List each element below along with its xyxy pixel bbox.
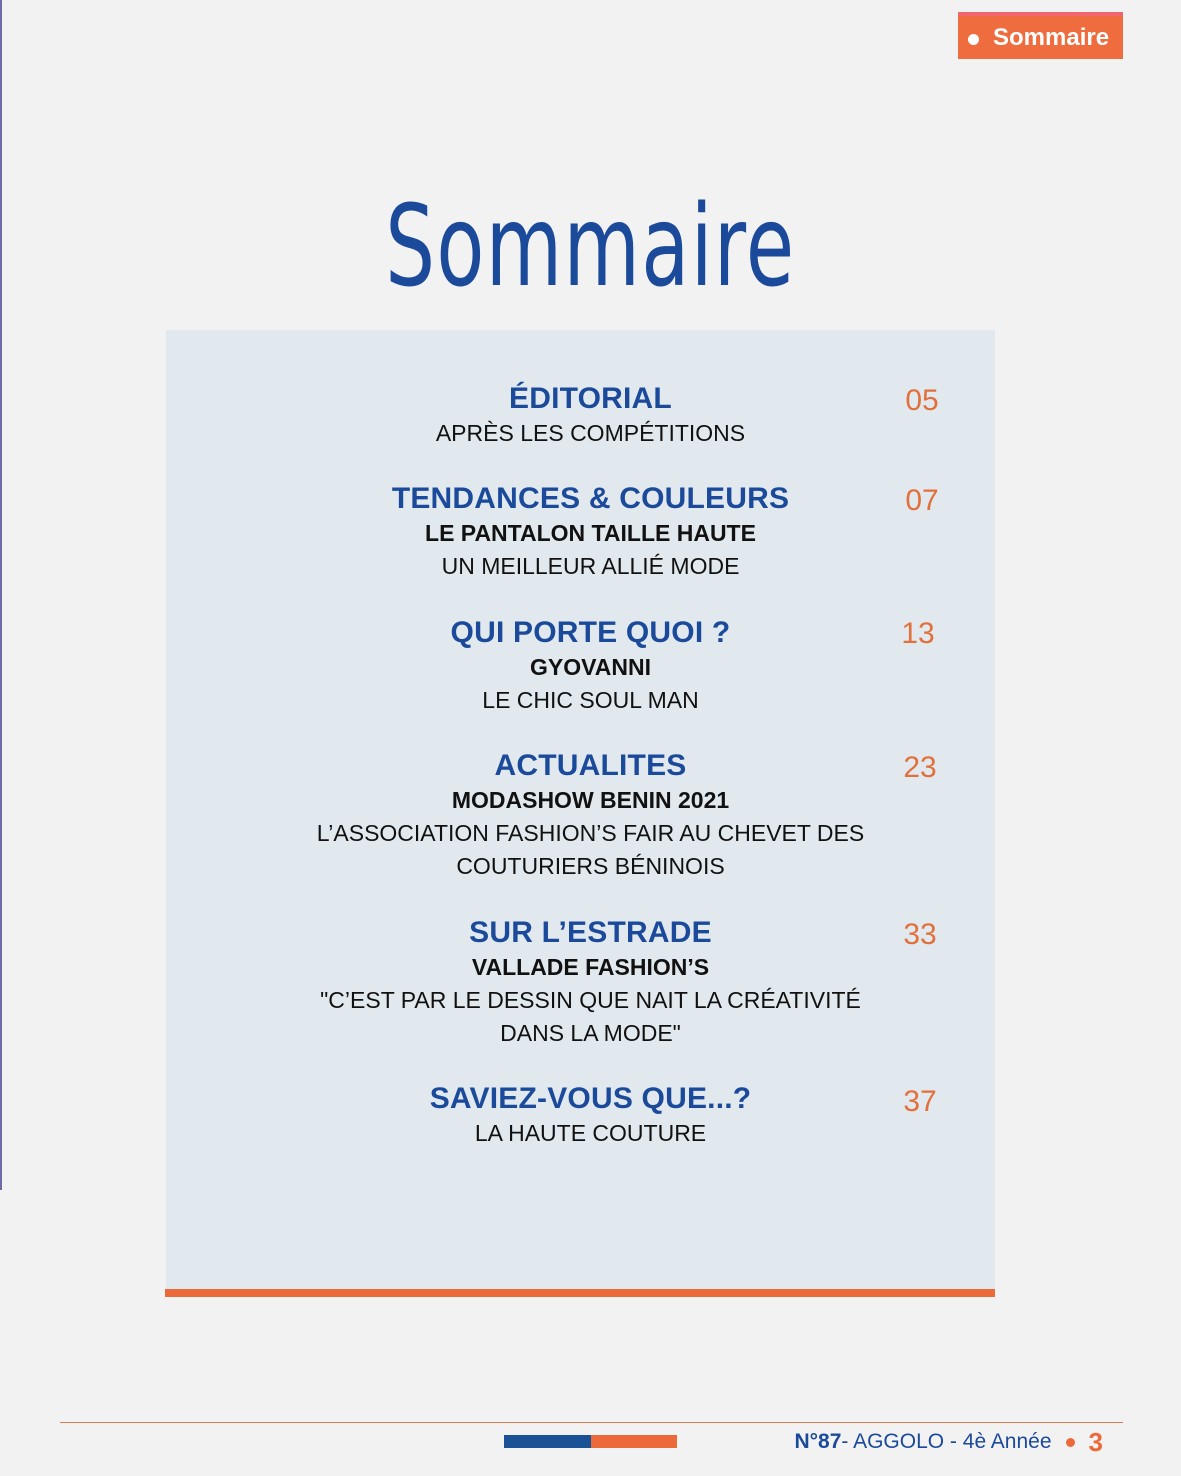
toc-entry-line: COUTURIERS BÉNINOIS	[456, 853, 725, 879]
section-tab-label: Sommaire	[993, 23, 1110, 51]
toc-entry-line: L’ASSOCIATION FASHION’S FAIR AU CHEVET DES	[316, 820, 865, 846]
panel-bottom-bar	[165, 1289, 995, 1297]
footer-orange-bar	[591, 1435, 677, 1448]
toc-section-title: SAVIEZ-VOUS QUE...?	[429, 1082, 752, 1115]
toc-entry-subtitle: GYOVANNI	[530, 654, 651, 680]
footer-bullet-icon	[1066, 1438, 1075, 1447]
toc-entry-line: UN MEILLEUR ALLIÉ MODE	[441, 553, 740, 579]
toc-section-title: SUR L’ESTRADE	[469, 916, 712, 949]
toc-page-number: 23	[903, 751, 937, 784]
footer-blue-bar	[504, 1435, 591, 1448]
toc-section-title: QUI PORTE QUOI ?	[450, 616, 731, 649]
toc-entry-subtitle: LE PANTALON TAILLE HAUTE	[425, 520, 756, 546]
toc-page-number: 37	[903, 1085, 937, 1118]
page-title: Sommaire	[385, 182, 796, 312]
footer-rule	[60, 1422, 1123, 1423]
left-margin-rule	[0, 0, 2, 1190]
toc-section-title: ACTUALITES	[494, 749, 687, 782]
toc-entry-line: LA HAUTE COUTURE	[474, 1120, 707, 1146]
footer-page-number: 3	[1088, 1426, 1103, 1457]
toc-entry-tendances	[166, 481, 1015, 583]
toc-page-number: 13	[901, 617, 935, 650]
footer-issue: N°87	[794, 1430, 842, 1453]
section-tab	[958, 16, 1123, 59]
toc-entry-subtitle: VALLADE FASHION’S	[471, 954, 710, 980]
toc-entry-editorial	[166, 381, 1015, 450]
toc-section-title: TENDANCES & COULEURS	[391, 482, 790, 515]
toc-entry-line: "C’EST PAR LE DESSIN QUE NAIT LA CRÉATIVITÉ	[320, 987, 861, 1013]
toc-entry-subtitle: MODASHOW BENIN 2021	[451, 787, 730, 813]
toc-section-title: ÉDITORIAL	[509, 382, 672, 415]
toc-page-number: 33	[903, 918, 937, 951]
toc-entry-line: LE CHIC SOUL MAN	[482, 687, 699, 713]
toc-page-number: 05	[905, 384, 939, 417]
footer-info	[794, 1427, 1103, 1457]
bullet-dot-icon	[968, 34, 979, 45]
toc-page-number: 07	[905, 484, 939, 517]
toc-entry-line: APRÈS LES COMPÉTITIONS	[435, 420, 746, 446]
toc-entry-line: DANS LA MODE"	[500, 1020, 681, 1046]
footer-magazine: - AGGOLO - 4è Année	[841, 1430, 1052, 1453]
